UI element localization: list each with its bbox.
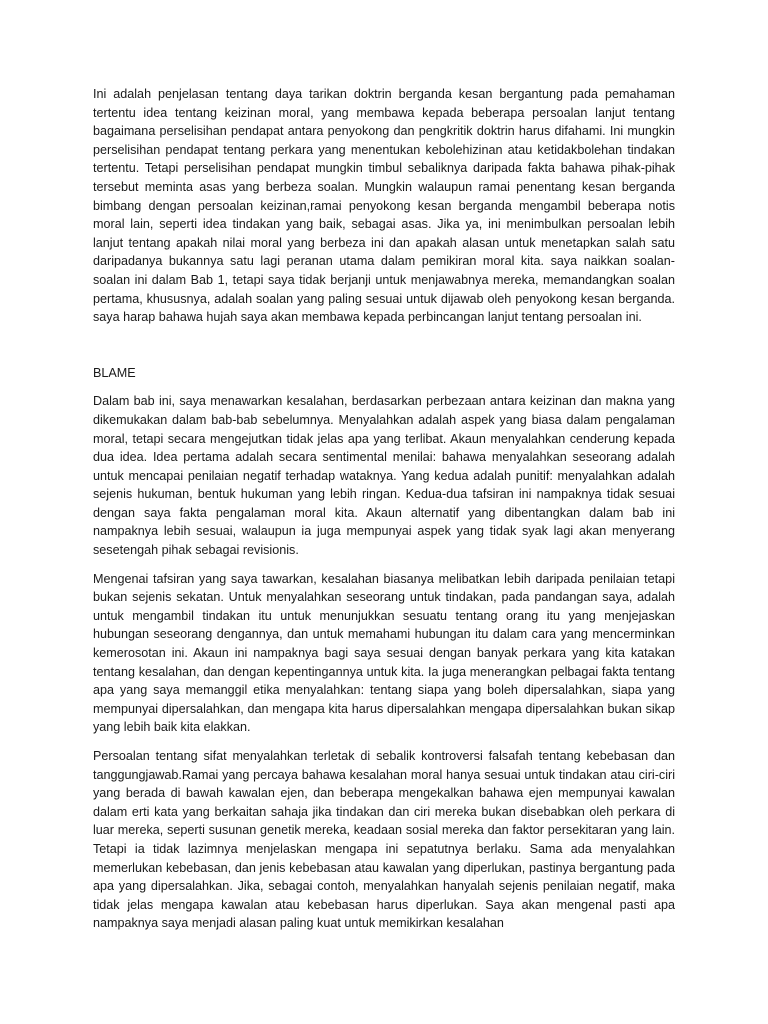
body-paragraph-3: Persoalan tentang sifat menyalahkan terletak di sebalik kontroversi falsafah tentang kebebasan dan tanggungjawab.Ramai yang percaya bahawa kesalahan moral hanya sesuai untuk tindakan atau ciri-ciri yang berada di bawah kawalan ejen, dan beberapa mengekalkan bahawa ejen mempunyai kawalan dalam erti kata yang berkaitan sahaja jika tindakan dan ciri mereka bukan disebabkan oleh perkara di luar mereka, seperti susunan genetik mereka, keadaan sosial mereka dan faktor persekitaran yang lain. Tetapi ia tidak lazimnya menjelaskan mengapa ini sepatutnya berlaku. Sama ada menyalahkan memerlukan kebebasan, dan jenis kebebasan atau kawalan yang diperlukan, pastinya bergantung pada apa yang dipersalahkan. Jika, sebagai contoh, menyalahkan hanyalah sejenis penilaian negatif, maka tidak jelas mengapa kawalan atau kebebasan harus diperlukan. Saya akan mengenal pasti apa nampaknya saya menjadi alasan paling kuat untuk memikirkan kesalahan — [93, 749, 675, 931]
body-paragraph-1: Dalam bab ini, saya menawarkan kesalahan, berdasarkan perbezaan antara keizinan dan makna yang dikemukakan dalam bab-bab sebelumnya. Menyalahkan adalah aspek yang biasa dalam pengalaman moral, tetapi secara mengejutkan tidak jelas apa yang terlibat. Akaun menyalahkan cenderung kepada dua idea. Idea pertama adalah secara sentimental menilai: bahawa menyalahkan seseorang adalah untuk mencapai penilaian negatif terhadap wataknya. Yang kedua adalah punitif: menyalahkan adalah sejenis hukuman, bentuk hukuman yang lebih ringan. Kedua-dua tafsiran ini nampaknya tidak sesuai dengan saya fakta pengalaman moral kita. Akaun alternatif yang dibentangkan dalam bab ini nampaknya lebih sesuai, walaupun ia juga mempunyai aspek yang tidak syak lagi akan menyerang sesetengah pihak sebagai revisionis. — [93, 394, 675, 558]
body-paragraph-2: Mengenai tafsiran yang saya tawarkan, kesalahan biasanya melibatkan lebih daripada penilaian tetapi bukan sejenis sekatan. Untuk menyalahkan seseorang untuk tindakan, pada pandangan saya, adalah untuk mengambil tindakan itu untuk menunjukkan sesuatu tentang orang itu yang menjejaskan hubungan seseorang dengannya, dan untuk memahami hubungan itu dalam cara yang mencerminkan kemerosotan ini. Akaun ini nampaknya bagi saya sesuai dengan banyak perkara yang kita katakan tentang kesalahan, dan dengan kepentingannya untuk kita. Ia juga menerangkan pelbagai fakta tentang apa yang saya memanggil etika menyalahkan: tentang siapa yang boleh dipersalahkan, siapa yang mempunyai dipersalahkan, dan mengapa kita harus dipersalahkan mengapa dipersalahkan bukan sikap yang lebih baik kita elakkan. — [93, 571, 675, 735]
intro-paragraph: Ini adalah penjelasan tentang daya tarikan doktrin berganda kesan bergantung pada pemahaman tertentu idea tentang keizinan moral, yang membawa kepada beberapa persoalan lanjut tentang bagaimana perselisihan pendapat antara penyokong dan pengkritik doktrin harus difahami. Ini mungkin perselisihan pendapat tentang perkara yang menentukan kebolehizinan atau ketidakbolehan tindakan tertentu. Tetapi perselisihan pendapat mungkin timbul sebaliknya daripada fakta bahawa pihak-pihak tersebut meminta asas yang berbeza soalan. Mungkin walaupun ramai penentang kesan berganda bimbang dengan persoalan keizinan,ramai penyokong kesan berganda mengambil beberapa notis moral lain, seperti idea tindakan yang baik, sebagai asas. Jika ya, ini menimbulkan persoalan lebih lanjut tentang apakah nilai moral yang berbeza ini dan apakah alasan untuk menetapkan salah satu daripadanya bukannya satu lagi peranan utama dalam pemikiran moral kita. saya naikkan soalan-soalan ini dalam Bab 1, tetapi saya tidak berjanji untuk menjawabnya mereka, memandangkan soalan pertama, khususnya, adalah soalan yang paling sesuai untuk dijawab oleh penyokong kesan berganda. saya harap bahawa hujah saya akan membawa kepada perbincangan lanjut tentang persoalan ini. — [93, 87, 675, 325]
section-heading: BLAME — [93, 365, 136, 380]
document-page — [93, 85, 675, 933]
